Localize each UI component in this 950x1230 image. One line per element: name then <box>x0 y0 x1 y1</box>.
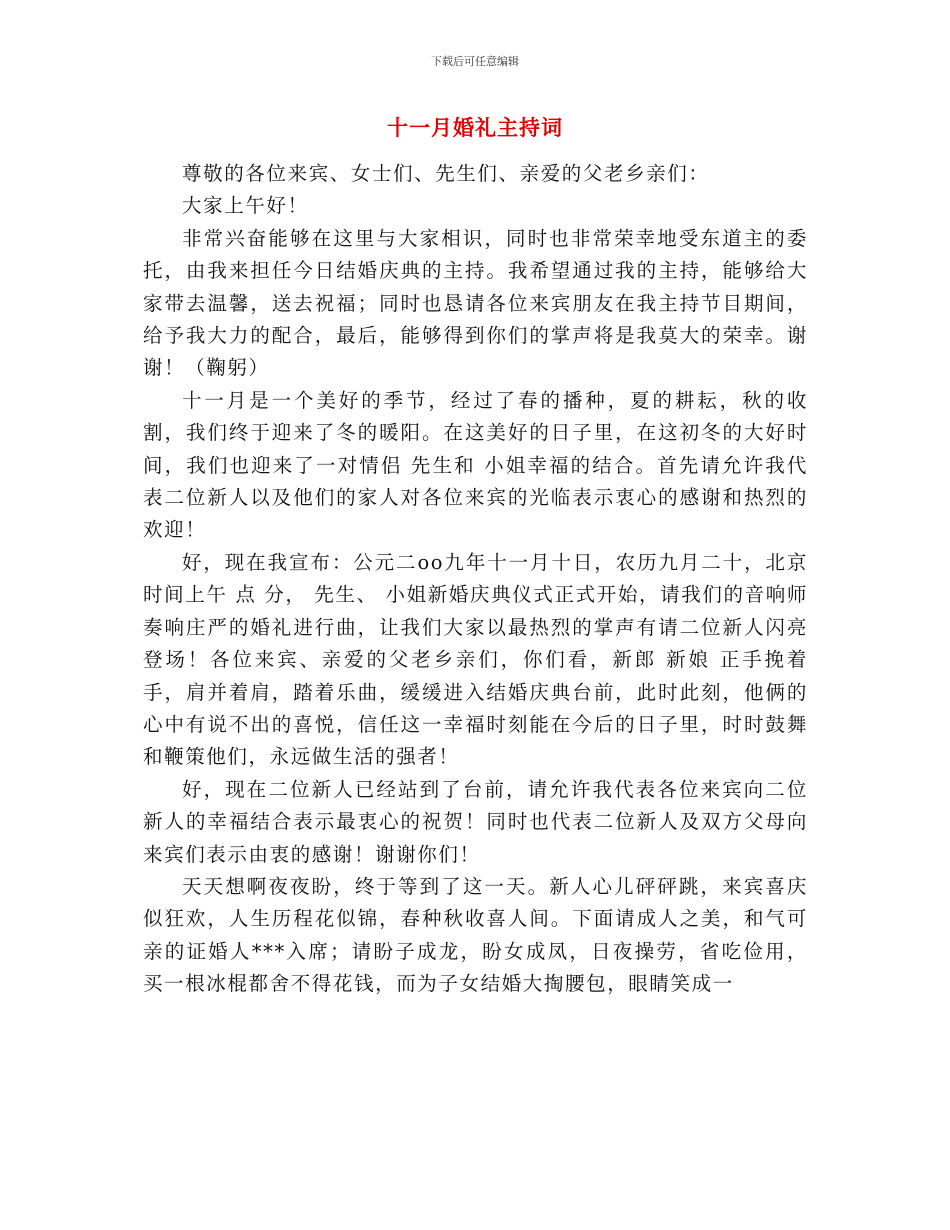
paragraph: 好，现在我宣布：公元二oo九年十一月十日，农历九月二十，北京时间上午 点 分， 先生、 小姐新婚庆典仪式正式开始，请我们的音响师奏响庄严的婚礼进行曲，让我们大家以最热烈的掌声有请二位新人闪亮登场！各位来宾、亲爱的父老乡亲们，你们看，新郎 新娘 正手挽着手，肩并着肩，踏着乐曲，缓缓进入结婚庆典台前，此时此刻，他俩的心中有说不出的喜悦，信任这一幸福时刻能在今后的日子里，时时鼓舞和鞭策他们，永远做生活的强者！ <box>143 550 808 769</box>
paragraph: 十一月是一个美好的季节，经过了春的播种，夏的耕耘，秋的收割，我们终于迎来了冬的暖阳。在这美好的日子里，在这初冬的大好时间，我们也迎来了一对情侣 先生和 小姐幸福的结合。首先请允许我代表二位新人以及他们的家人对各位来宾的光临表示衷心的感谢和热烈的欢迎！ <box>143 388 808 542</box>
paragraph: 非常兴奋能够在这里与大家相识，同时也非常荣幸地受东道主的委托，由我来担任今日结婚庆典的主持。我希望通过我的主持，能够给大家带去温馨，送去祝福；同时也恳请各位来宾朋友在我主持节目期间，给予我大力的配合，最后，能够得到你们的掌声将是我莫大的荣幸。谢谢！（鞠躬） <box>143 226 808 380</box>
paragraph: 好，现在二位新人已经站到了台前，请允许我代表各位来宾向二位新人的幸福结合表示最衷心的祝贺！同时也代表二位新人及双方父母向来宾们表示由衷的感谢！谢谢你们！ <box>143 777 808 866</box>
document-title: 十一月婚礼主持词 <box>387 116 563 140</box>
document-body <box>143 158 808 1001</box>
paragraph-greeting: 大家上午好！ <box>182 194 309 218</box>
paragraph: 天天想啊夜夜盼，终于等到了这一天。新人心儿砰砰跳，来宾喜庆似狂欢，人生历程花似锦，春种秋收喜人间。下面请成人之美，和气可亲的证婚人***入席；请盼子成龙，盼女成凤，日夜操劳，省吃俭用，买一根冰棍都舍不得花钱，而为子女结婚大掏腰包，眼睛笑成一 <box>143 874 808 996</box>
header-note: 下载后可任意编辑 <box>431 55 519 68</box>
paragraph-salutation: 尊敬的各位来宾、女士们、先生们、亲爱的父老乡亲们： <box>182 162 710 185</box>
